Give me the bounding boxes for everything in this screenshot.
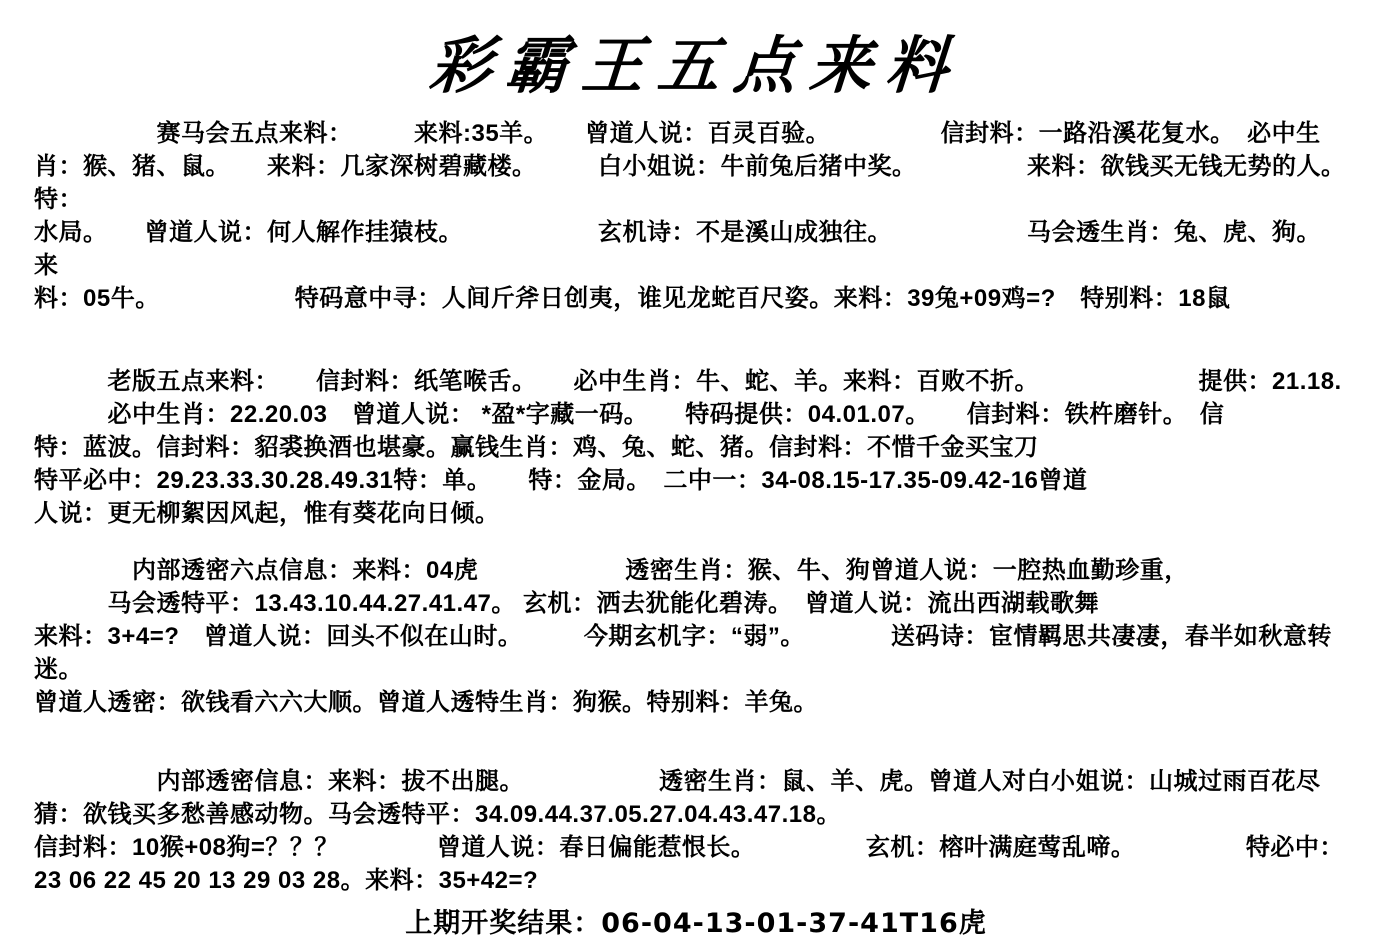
text-line: 猜：欲钱买多愁善感动物。马会透特平：34.09.44.37.05.27.04.43.47.18。 [34,801,841,828]
text-line: 内部透密六点信息：来料：04虎 透密生肖：猴、牛、狗曾道人说：一腔热血勤珍重， [34,557,1189,584]
text-line: 来料：3+4=? 曾道人说：回头不似在山时。 今期玄机字：“弱”。 送码诗：宦情羁思共凄凄，春半如秋意转迷。 [34,623,1332,683]
page-title: 彩霸王五点来料 [427,29,965,102]
text-line: 曾道人透密：欲钱看六六大顺。曾道人透特生肖：狗猴。特别料：羊兔。 [34,689,818,716]
text-line: 料：05牛。 特码意中寻：人间斤斧日创夷，谁见龙蛇百尺姿。来料：39兔+09鸡=? 特别料：18鼠 [34,285,1231,312]
lottery-tip-sheet [0,16,1388,939]
text-line: 水局。 曾道人说：何人解作挂猿枝。 玄机诗：不是溪山成独往。 马会透生肖：兔、虎、狗。 来 [34,219,1358,279]
text-line: 信封料：10猴+08狗=？？？ 曾道人说：春日偏能惹恨长。 玄机：榕叶满庭莺乱啼。 特必中： [34,834,1344,861]
last-draw-result [34,901,1358,940]
last-draw-numbers: 06-04-13-01-37-41T16虎 [601,908,987,939]
text-line: 马会透特平：13.43.10.44.27.41.47。 玄机：洒去犹能化碧涛。 曾道人说：流出西湖载歌舞 [34,590,1100,617]
text-line: 肖：猴、猪、鼠。 来料：几家深树碧藏楼。 白小姐说：牛前兔后猪中奖。 来料：欲钱买无钱无势的人。特： [34,153,1346,213]
text-line: 特：蓝波。信封料：貂裘换酒也堪豪。赢钱生肖：鸡、兔、蛇、猪。信封料：不惜千金买宝刀 [34,434,1039,461]
text-line: 特平必中：29.23.33.30.28.49.31特：单。 特：金局。 二中一：34-08.15-17.35-09.42-16曾道 [34,467,1088,494]
last-draw-label: 上期开奖结果： [405,908,602,938]
text-line: 必中生肖：22.20.03 曾道人说： *盈*字藏一码。 特码提供：04.01.07。 信封料：铁杵磨针。 信 [34,401,1225,428]
text-line: 老版五点来料： 信封料：纸笔喉舌。 必中生肖：牛、蛇、羊。来料：百败不折。 提供：21.18. [34,368,1342,395]
section-neibu-toumi-xinxi [34,765,1358,897]
text-line: 赛马会五点来料： 来料:35羊。 曾道人说：百灵百验。 信封料：一路沿溪花复水。 必中生 [34,120,1321,147]
section-laoban-wudian-lailiao [34,365,1358,530]
text-line: 人说：更无柳絮因风起，惟有葵花向日倾。 [34,500,500,527]
text-line: 23 06 22 45 20 13 29 03 28。来料：35+42=? [34,867,539,894]
text-line: 内部透密信息：来料：拔不出腿。 透密生肖：鼠、羊、虎。曾道人对白小姐说：山城过雨百花尽 [34,768,1321,795]
section-saimahui-wudian-lailiao [34,117,1358,315]
section-neibu-toumi-liudian-xinxi [34,554,1358,719]
